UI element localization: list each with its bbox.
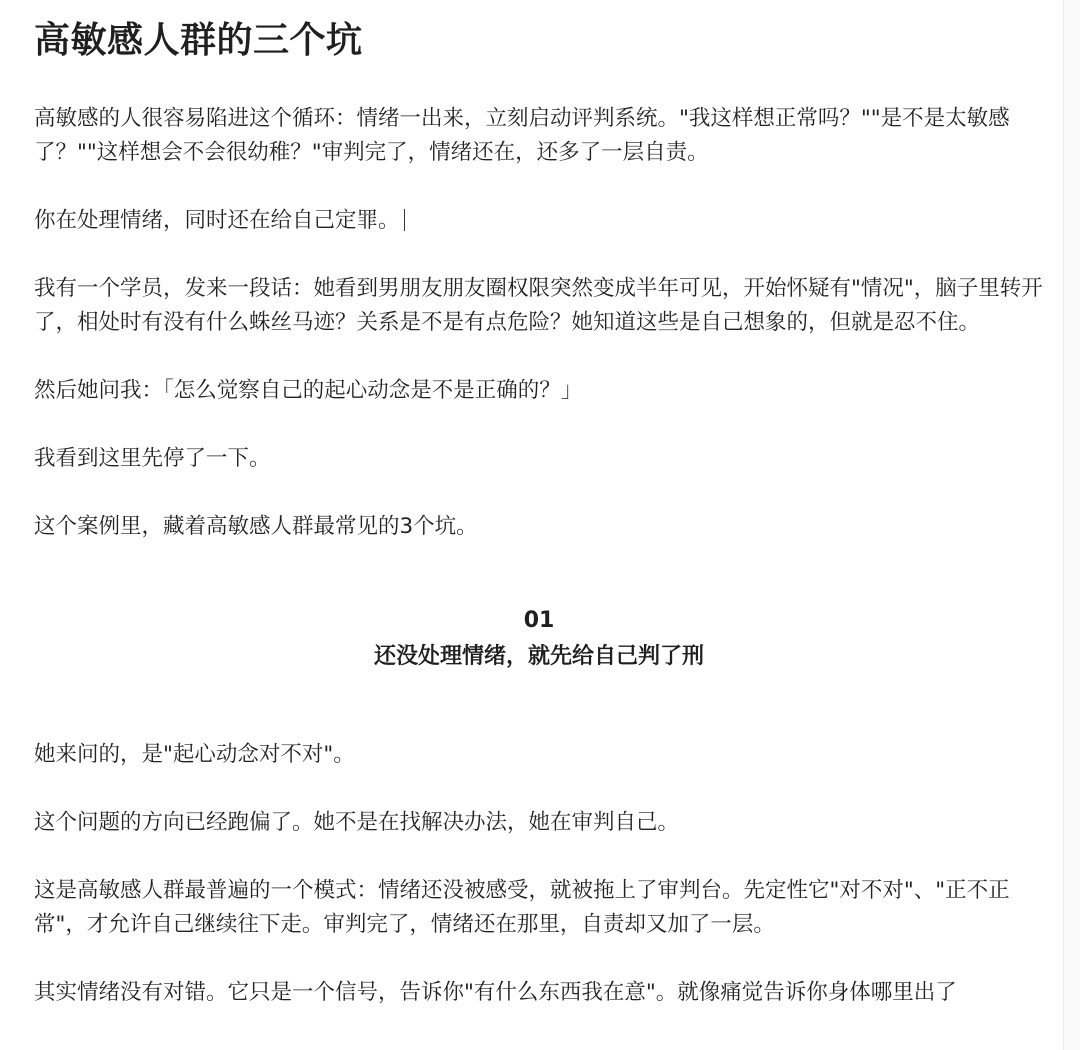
paragraph-common-pattern: 这是高敏感人群最普遍的一个模式：情绪还没被感受，就被拖上了审判台。先定性它"对不对"、"正不正常"，才允许自己继续往下走。审判完了，情绪还在那里，自责却又加了一层。 (34, 878, 1010, 937)
paragraph-pause: 我看到这里先停了一下。 (34, 446, 271, 471)
scrollbar-thumb[interactable] (1069, 0, 1077, 360)
paragraph-her-question: 她来问的，是"起心动念对不对"。 (34, 742, 355, 767)
paragraph-direction-off: 这个问题的方向已经跑偏了。她不是在找解决办法，她在审判自己。 (34, 810, 680, 835)
article-title: 高敏感人群的三个坑 (34, 20, 363, 61)
paragraph-question: 然后她问我：「怎么觉察自己的起心动念是不是正确的？」 (34, 378, 583, 403)
section-number: 01 (523, 608, 555, 633)
paragraph-three-pitfalls: 这个案例里，藏着高敏感人群最常见的3个坑。 (34, 514, 478, 539)
section-title: 还没处理情绪，就先给自己判了刑 (373, 644, 704, 669)
paragraph-intro: 高敏感的人很容易陷进这个循环：情绪一出来，立刻启动评判系统。"我这样想正常吗？""是不是太敏感了？""这样想会不会很幼稚？"审判完了，情绪还在，还多了一层自责。 (34, 106, 1010, 165)
paragraph-emotion-signal: 其实情绪没有对错。它只是一个信号，告诉你"有什么东西我在意"。就像痛觉告诉你身体哪里出了 (34, 980, 957, 1005)
vertical-scrollbar[interactable] (1063, 0, 1080, 1050)
paragraph-self-judgment-text: 你在处理情绪，同时还在给自己定罪。 (34, 208, 400, 233)
text-cursor (404, 209, 406, 231)
section-heading (34, 606, 1044, 678)
paragraph-student-case: 我有一个学员，发来一段话：她看到男朋友朋友圈权限突然变成半年可见，开始怀疑有"情况"，脑子里转开了，相处时有没有什么蛛丝马迹？关系是不是有点危险？她知道这些是自己想象的，但就是忍不住。 (34, 276, 1043, 335)
paragraph-self-judgment (34, 204, 1044, 238)
article-content (34, 14, 1044, 1010)
